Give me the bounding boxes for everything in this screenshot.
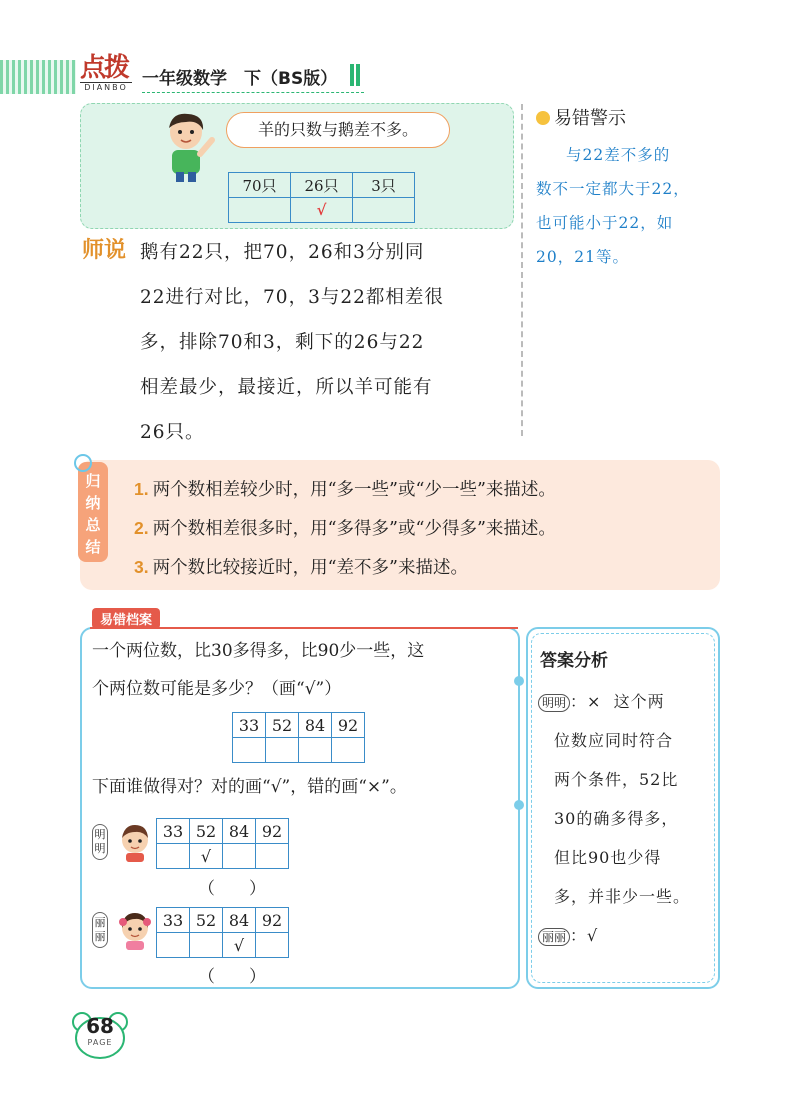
item-number: 2. [134, 518, 149, 538]
mark-cell [157, 933, 190, 958]
text-line: 26只。 [140, 422, 205, 443]
summary-tab [78, 462, 108, 562]
summary-item [134, 509, 556, 548]
header-divider [142, 92, 364, 93]
mark-cell: √ [190, 844, 223, 869]
answer-line [538, 682, 712, 721]
text-line: 这个两 [613, 692, 665, 711]
item-number: 3. [134, 557, 149, 577]
column-divider [521, 104, 523, 436]
text-line: 一个两位数，比30多得多，比90少一些，这 [92, 641, 425, 661]
text-line: 数不一定都大于22， [536, 180, 690, 198]
number-cell: 92 [256, 908, 289, 933]
teacher-explanation [140, 230, 518, 455]
text-line: 也可能小于22，如 [536, 214, 674, 232]
book-title: 一年级数学 下（BS版） [142, 69, 338, 89]
clip-icon [74, 454, 92, 472]
text-line: 30的确多得多， [554, 809, 679, 828]
boy-illustration [160, 110, 216, 182]
ring-dot [514, 676, 524, 686]
mark-cell [256, 933, 289, 958]
teacher-label: 师说 [82, 238, 127, 263]
text-line: 鹅有22只，把70，26和3分别同 [140, 242, 425, 263]
bulb-icon [536, 111, 550, 125]
ming-result: ：× [570, 692, 602, 711]
answer-cell[interactable] [266, 738, 299, 763]
mark-cell: √ [291, 198, 353, 223]
number-cell: 92 [332, 713, 365, 738]
text-line: 20，21等。 [536, 248, 629, 266]
header-stripes [0, 60, 76, 94]
text-line: 两个条件，52比 [554, 770, 679, 789]
text-line: 22进行对比，70，3与22都相差很 [140, 287, 444, 308]
archive-label: 易错档案 [92, 608, 160, 629]
item-number: 1. [134, 479, 149, 499]
ming-name-tag: 明明 [92, 824, 108, 860]
text-line: 多，排除70和3，剩下的26与22 [140, 332, 425, 353]
option-cell: 3只 [353, 173, 415, 198]
summary-list [134, 470, 556, 587]
tab-char: 归 [85, 472, 101, 490]
ming-avatar [118, 822, 152, 862]
number-cell: 84 [223, 908, 256, 933]
number-cell: 33 [233, 713, 266, 738]
ming-answer-blank[interactable]: （ ） [198, 879, 266, 899]
text-line: 多，并非少一些。 [554, 887, 691, 906]
answer-cell[interactable] [332, 738, 365, 763]
warning-title-text: 易错警示 [554, 108, 626, 129]
li-table [156, 907, 289, 958]
text-line: 相差最少，最接近，所以羊可能有 [140, 377, 433, 398]
mark-cell [190, 933, 223, 958]
li-avatar [118, 910, 152, 950]
mark-cell [229, 198, 291, 223]
answer-line [538, 916, 712, 955]
speech-bubble: 羊的只数与鹅差不多。 [226, 112, 450, 148]
li-tag: 丽丽 [538, 928, 570, 946]
mark-cell [353, 198, 415, 223]
li-name-tag: 丽丽 [92, 912, 108, 948]
option-cell: 70只 [229, 173, 291, 198]
summary-item [134, 470, 556, 509]
li-result: ：√ [570, 926, 599, 945]
li-answer-blank[interactable]: （ ） [198, 967, 266, 987]
number-cell: 84 [223, 819, 256, 844]
text-line: 位数应同时符合 [554, 731, 674, 750]
number-cell: 84 [299, 713, 332, 738]
number-cell: 52 [190, 819, 223, 844]
answer-title: 答案分析 [540, 651, 608, 671]
item-text: 两个数比较接近时，用“差不多”来描述。 [152, 558, 469, 578]
question-text [92, 632, 512, 708]
question-table [232, 712, 365, 763]
answer-cell[interactable] [299, 738, 332, 763]
text-line: 与22差不多的 [566, 146, 671, 164]
warning-text [536, 138, 726, 274]
number-cell: 33 [157, 819, 190, 844]
text-line: 个两位数可能是多少？（画“√”） [92, 679, 342, 699]
logo-text: 点拨 [80, 53, 129, 83]
item-text: 两个数相差很多时，用“多得多”或“少得多”来描述。 [152, 519, 556, 539]
answer-cell[interactable] [233, 738, 266, 763]
mark-cell [157, 844, 190, 869]
option-cell: 26只 [291, 173, 353, 198]
number-cell: 52 [190, 908, 223, 933]
ming-tag: 明明 [538, 694, 570, 712]
ming-table [156, 818, 289, 869]
logo [80, 54, 138, 94]
ring-dot [514, 800, 524, 810]
tab-char: 总 [85, 516, 101, 534]
summary-item [134, 548, 556, 587]
number-cell: 33 [157, 908, 190, 933]
logo-subtext: DIANBO [80, 82, 132, 92]
tab-char: 结 [85, 538, 101, 556]
number-cell: 92 [256, 819, 289, 844]
warning-title [536, 104, 626, 130]
page-number: 68 [86, 1014, 114, 1038]
item-text: 两个数相差较少时，用“多一些”或“少一些”来描述。 [152, 480, 556, 500]
number-cell: 52 [266, 713, 299, 738]
header-bars [350, 64, 364, 86]
tab-char: 纳 [85, 494, 101, 512]
page-word: PAGE [87, 1038, 113, 1047]
mark-cell: √ [223, 933, 256, 958]
question-2: 下面谁做得对？对的画“√”，错的画“×”。 [92, 777, 407, 797]
answer-text [538, 682, 712, 955]
mark-cell [223, 844, 256, 869]
text-line: 但比90也少得 [554, 848, 662, 867]
mark-cell [256, 844, 289, 869]
example-table [228, 172, 415, 223]
